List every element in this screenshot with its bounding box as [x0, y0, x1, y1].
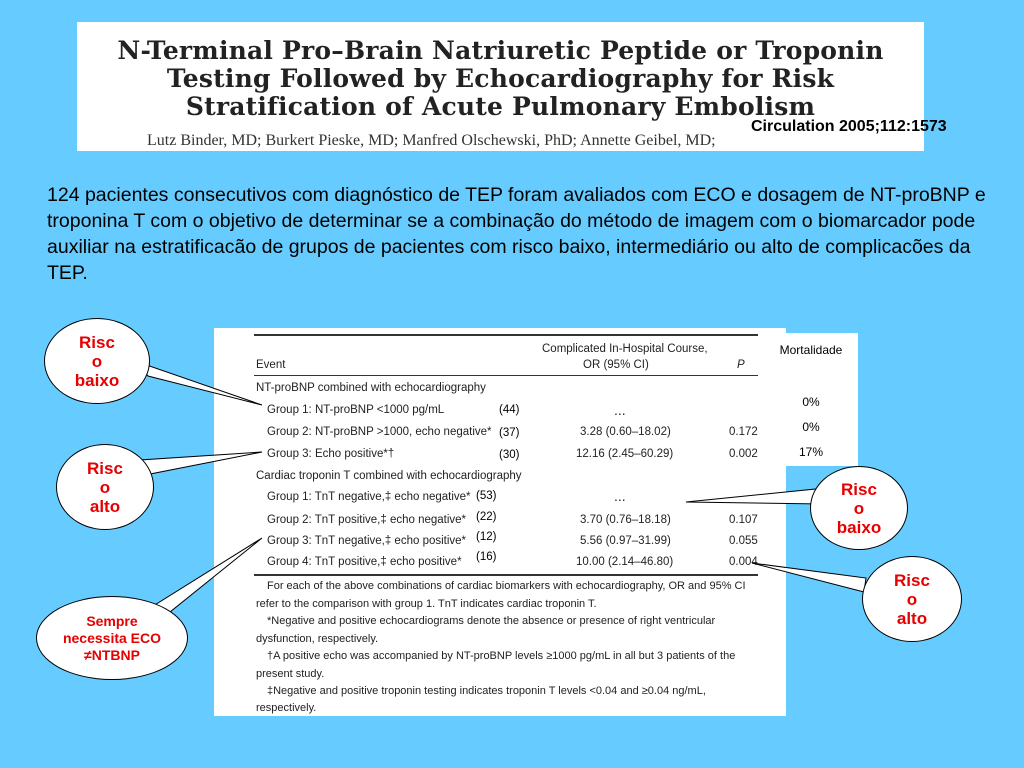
footnote: †A positive echo was accompanied by NT-proBNP levels ≥1000 pg/mL in all but 3 patients of the	[267, 650, 736, 662]
header-p: P	[737, 359, 745, 371]
footnote: ‡Negative and positive troponin testing indicates troponin T levels <0.04 and ≥0.04 ng/mL,	[267, 685, 706, 697]
mortality-value: 0%	[802, 395, 820, 409]
count-tnt-group4: (16)	[476, 551, 497, 563]
table-row-label: Group 2: TnT positive,‡ echo negative*	[267, 514, 467, 526]
bubble-text: baixo	[74, 370, 120, 390]
mortality-header: Mortalidade	[779, 343, 843, 357]
footnote: present study.	[256, 668, 325, 680]
table-row-or: ...	[614, 488, 626, 504]
section-troponin: Cardiac troponin T combined with echocardiography	[256, 470, 522, 482]
table-row-or: 5.56 (0.97–31.99)	[580, 535, 671, 547]
bubble-text: necessita ECO	[62, 629, 162, 646]
article-title-line-2: Testing Followed by Echocardiography for Risk	[166, 64, 835, 93]
footnote: respectively.	[256, 702, 317, 714]
table-row-or: 12.16 (2.45–60.29)	[576, 448, 674, 460]
table-row-label: Group 1: TnT negative,‡ echo negative*	[267, 491, 471, 503]
mortality-value: 17%	[798, 445, 824, 459]
footnote: dysfunction, respectively.	[256, 633, 379, 645]
bubble-text: Risc	[894, 570, 930, 590]
callout-pointer	[140, 452, 262, 475]
intro-paragraph: 124 pacientes consecutivos com diagnóstico de TEP foram avaliados com ECO e dosagem de NT-proBNP e troponina T com o objetivo de determinar se a combinação do método de imagem com o biomarcador pode auxiliar na estratificacão de grupos de pacientes com risco baixo, intermediário ou alto de complicacões da TEP.	[47, 184, 986, 284]
callout-pointer	[138, 362, 262, 405]
bubble-text: o	[906, 589, 918, 609]
table-row-or: 3.28 (0.60–18.02)	[580, 426, 671, 438]
count-tnt-group2: (22)	[476, 511, 497, 523]
bubble-text: Sempre	[86, 612, 138, 629]
risco-alto-bubble-left	[56, 444, 154, 530]
risco-baixo-bubble-left	[44, 318, 150, 404]
sempre-bubble	[36, 596, 188, 680]
table-row-p: 0.055	[729, 535, 758, 547]
count-ntprobnp-group3: (30)	[499, 449, 520, 461]
bubble-text: alto	[89, 496, 121, 516]
table-row-label: Group 3: Echo positive*†	[267, 448, 395, 460]
bubble-text: Risc	[841, 479, 877, 499]
bubble-text: o	[99, 477, 111, 497]
bubble-text: o	[853, 498, 865, 518]
section-ntprobnp: NT-proBNP combined with echocardiography	[256, 382, 486, 394]
article-title-line-1: N-Terminal Pro–Brain Natriuretic Peptide or Troponin	[117, 36, 884, 65]
table-row-p: 0.002	[729, 448, 758, 460]
header-course-2: OR (95% CI)	[583, 359, 649, 371]
article-title-line-3: Stratification of Acute Pulmonary Embolism	[185, 92, 816, 121]
citation: Circulation 2005;112:1573	[751, 118, 947, 135]
bubble-text: alto	[896, 608, 928, 628]
bubble-text: baixo	[836, 517, 882, 537]
count-tnt-group3: (12)	[476, 531, 497, 543]
risco-baixo-bubble-right	[810, 466, 908, 550]
footnote: refer to the comparison with group 1. TnT indicates cardiac troponin T.	[256, 598, 597, 610]
bubble-text: Risc	[79, 332, 115, 352]
table-row-label: Group 3: TnT negative,‡ echo positive*	[267, 535, 467, 547]
table-row-label: Group 1: NT-proBNP <1000 pg/mL	[267, 404, 445, 416]
callout-pointer	[686, 488, 826, 504]
risco-alto-bubble-right	[862, 556, 962, 642]
table-row-or: 10.00 (2.14–46.80)	[576, 556, 674, 568]
mortality-value: 0%	[802, 420, 820, 434]
table-row-label: Group 4: TnT positive,‡ echo positive*	[267, 556, 462, 568]
count-ntprobnp-group1: (44)	[499, 404, 520, 416]
table-row-p: 0.107	[729, 514, 758, 526]
table-row-p: 0.004	[729, 556, 758, 568]
table-row-or: 3.70 (0.76–18.18)	[580, 514, 671, 526]
header-course-1: Complicated In-Hospital Course,	[542, 343, 708, 355]
bubble-text: o	[91, 351, 103, 371]
footnote: *Negative and positive echocardiograms denote the absence or presence of right ventricular	[267, 615, 716, 627]
bubble-text: ≠NTBNP	[84, 646, 140, 663]
footnote: For each of the above combinations of cardiac biomarkers with echocardiography, OR and 95% CI	[267, 580, 746, 592]
count-tnt-group1: (53)	[476, 490, 497, 502]
count-ntprobnp-group2: (37)	[499, 427, 520, 439]
callout-pointer	[150, 538, 262, 620]
callout-pointer	[752, 563, 866, 592]
header-event: Event	[256, 359, 286, 371]
bubble-text: Risc	[87, 458, 123, 478]
table-row-or: ...	[614, 402, 626, 418]
article-authors: Lutz Binder, MD; Burkert Pieske, MD; Manfred Olschewski, PhD; Annette Geibel, MD;	[147, 132, 716, 149]
table-row-label: Group 2: NT-proBNP >1000, echo negative*	[267, 426, 492, 438]
table-row-p: 0.172	[729, 426, 758, 438]
